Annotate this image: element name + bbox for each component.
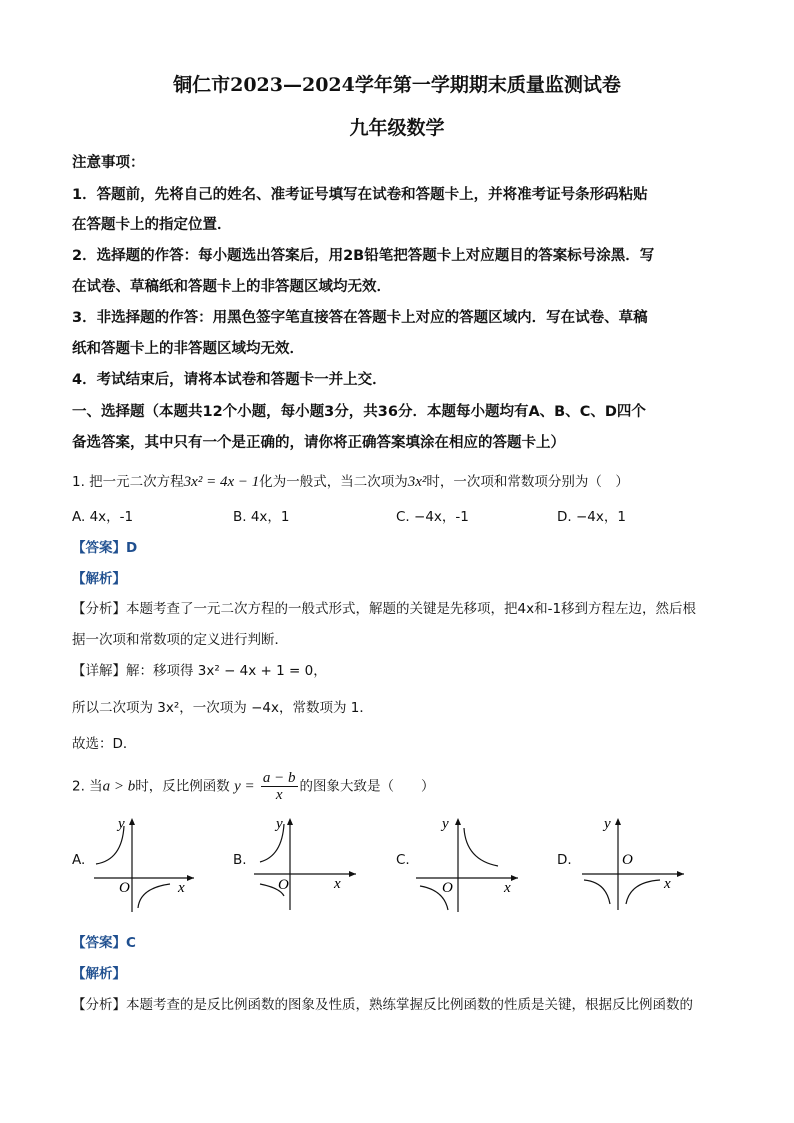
q2-function-lhs: y = <box>234 778 255 795</box>
q2-graph-d-x-label: x <box>664 876 671 892</box>
q1-fenxi-line-1: 【分析】本题考查了一元二次方程的一般式形式，解题的关键是先移项，把4x和-1移到方程左边，然后根 <box>72 601 697 617</box>
q2-graph-b <box>252 812 362 916</box>
page-title: 铜仁市2023—2024学年第一学期期末质量监测试卷 <box>173 74 621 96</box>
q2-graph-c-origin: O <box>442 880 453 896</box>
q2-option-c-label: C. <box>396 852 410 868</box>
q2-fenxi: 【分析】本题考查的是反比例函数的图象及性质，熟练掌握反比例函数的性质是关键，根据反比例函数的 <box>72 997 693 1013</box>
q1-option-a: A. 4x，-1 <box>72 509 134 525</box>
note-1-line-1: 1．答题前，先将自己的姓名、准考证号填写在试卷和答题卡上，并将准考证号条形码粘贴 <box>72 187 648 203</box>
q1-answer: 【答案】D <box>72 540 138 556</box>
q1-equation: 3x² = 4x − 1 <box>183 474 260 490</box>
section-1-heading-line-1: 一、选择题（本题共12个小题，每小题3分，共36分．本题每小题均有A、B、C、D四个 <box>72 404 646 420</box>
q2-analysis-tag: 【解析】 <box>72 966 126 982</box>
q1-analysis-tag: 【解析】 <box>72 571 126 587</box>
q2-graph-c <box>414 812 524 916</box>
q2-graph-a-x-label: x <box>178 880 185 896</box>
q2-graph-b-y-label: y <box>276 816 283 832</box>
note-3-line-1: 3．非选择题的作答：用黑色签字笔直接答在答题卡上对应的答题区域内．写在试卷、草稿 <box>72 310 648 326</box>
q1-prefix: 1. 把一元二次方程 <box>72 474 184 490</box>
q2-graph-d <box>580 812 690 916</box>
q2-graph-a-y-label: y <box>118 816 125 832</box>
note-3-line-2: 纸和答题卡上的非答题区域均无效． <box>72 341 304 357</box>
notes-heading: 注意事项： <box>72 155 145 171</box>
q1-option-b: B. 4x，1 <box>233 509 290 525</box>
q2-answer: 【答案】C <box>72 935 136 951</box>
note-1-line-2: 在答题卡上的指定位置． <box>72 217 232 233</box>
q1-suffix: 时，一次项和常数项分别为（ ） <box>426 474 629 490</box>
q1-fenxi-line-2: 据一次项和常数项的定义进行判断． <box>72 632 288 648</box>
q1-result: 所以二次项为 3x²，一次项为 −4x，常数项为 1． <box>72 700 373 716</box>
q2-stem <box>72 770 435 803</box>
q2-option-a-label: A. <box>72 852 86 868</box>
page-subtitle: 九年级数学 <box>349 117 445 139</box>
q2-option-d-label: D. <box>557 852 572 868</box>
q1-mid: 化为一般式，当二次项为 <box>259 474 408 490</box>
q2-mid: 时，反比例函数 <box>135 778 230 795</box>
q2-graph-d-y-label: y <box>604 816 611 832</box>
q2-graph-c-y-label: y <box>442 816 449 832</box>
section-1-heading-line-2: 备选答案，其中只有一个是正确的，请你将正确答案填涂在相应的答题卡上） <box>72 435 565 451</box>
q1-choose: 故选：D． <box>72 736 137 752</box>
q2-numerator: a − b <box>262 770 296 786</box>
note-4: 4．考试结束后，请将本试卷和答题卡一并上交． <box>72 372 387 388</box>
q2-graph-a-origin: O <box>119 880 130 896</box>
q2-option-b-label: B. <box>233 852 247 868</box>
note-2-line-1: 2．选择题的作答：每小题选出答案后，用2B铅笔把答题卡上对应题目的答案标号涂黑．写 <box>72 248 655 264</box>
q1-stem <box>72 470 629 491</box>
q1-term: 3x² <box>407 474 427 490</box>
q2-graph-c-x-label: x <box>504 880 511 896</box>
q2-graph-b-x-label: x <box>334 876 341 892</box>
q2-denominator: x <box>275 787 283 803</box>
q2-graph-d-origin: O <box>622 852 633 868</box>
q2-graph-b-origin: O <box>278 877 289 893</box>
q2-fraction <box>261 770 298 803</box>
q1-detail: 【详解】解：移项得 3x² − 4x + 1 = 0， <box>72 663 327 679</box>
note-2-line-2: 在试卷、草稿纸和答题卡上的非答题区域均无效． <box>72 279 391 295</box>
q1-option-c: C. −4x，-1 <box>396 509 469 525</box>
q2-condition: a > b <box>102 778 136 795</box>
q1-option-d: D. −4x，1 <box>557 509 626 525</box>
q2-graph-a <box>90 812 200 916</box>
q2-suffix: 的图象大致是（ ） <box>299 778 435 795</box>
q2-prefix: 2. 当 <box>72 778 103 795</box>
